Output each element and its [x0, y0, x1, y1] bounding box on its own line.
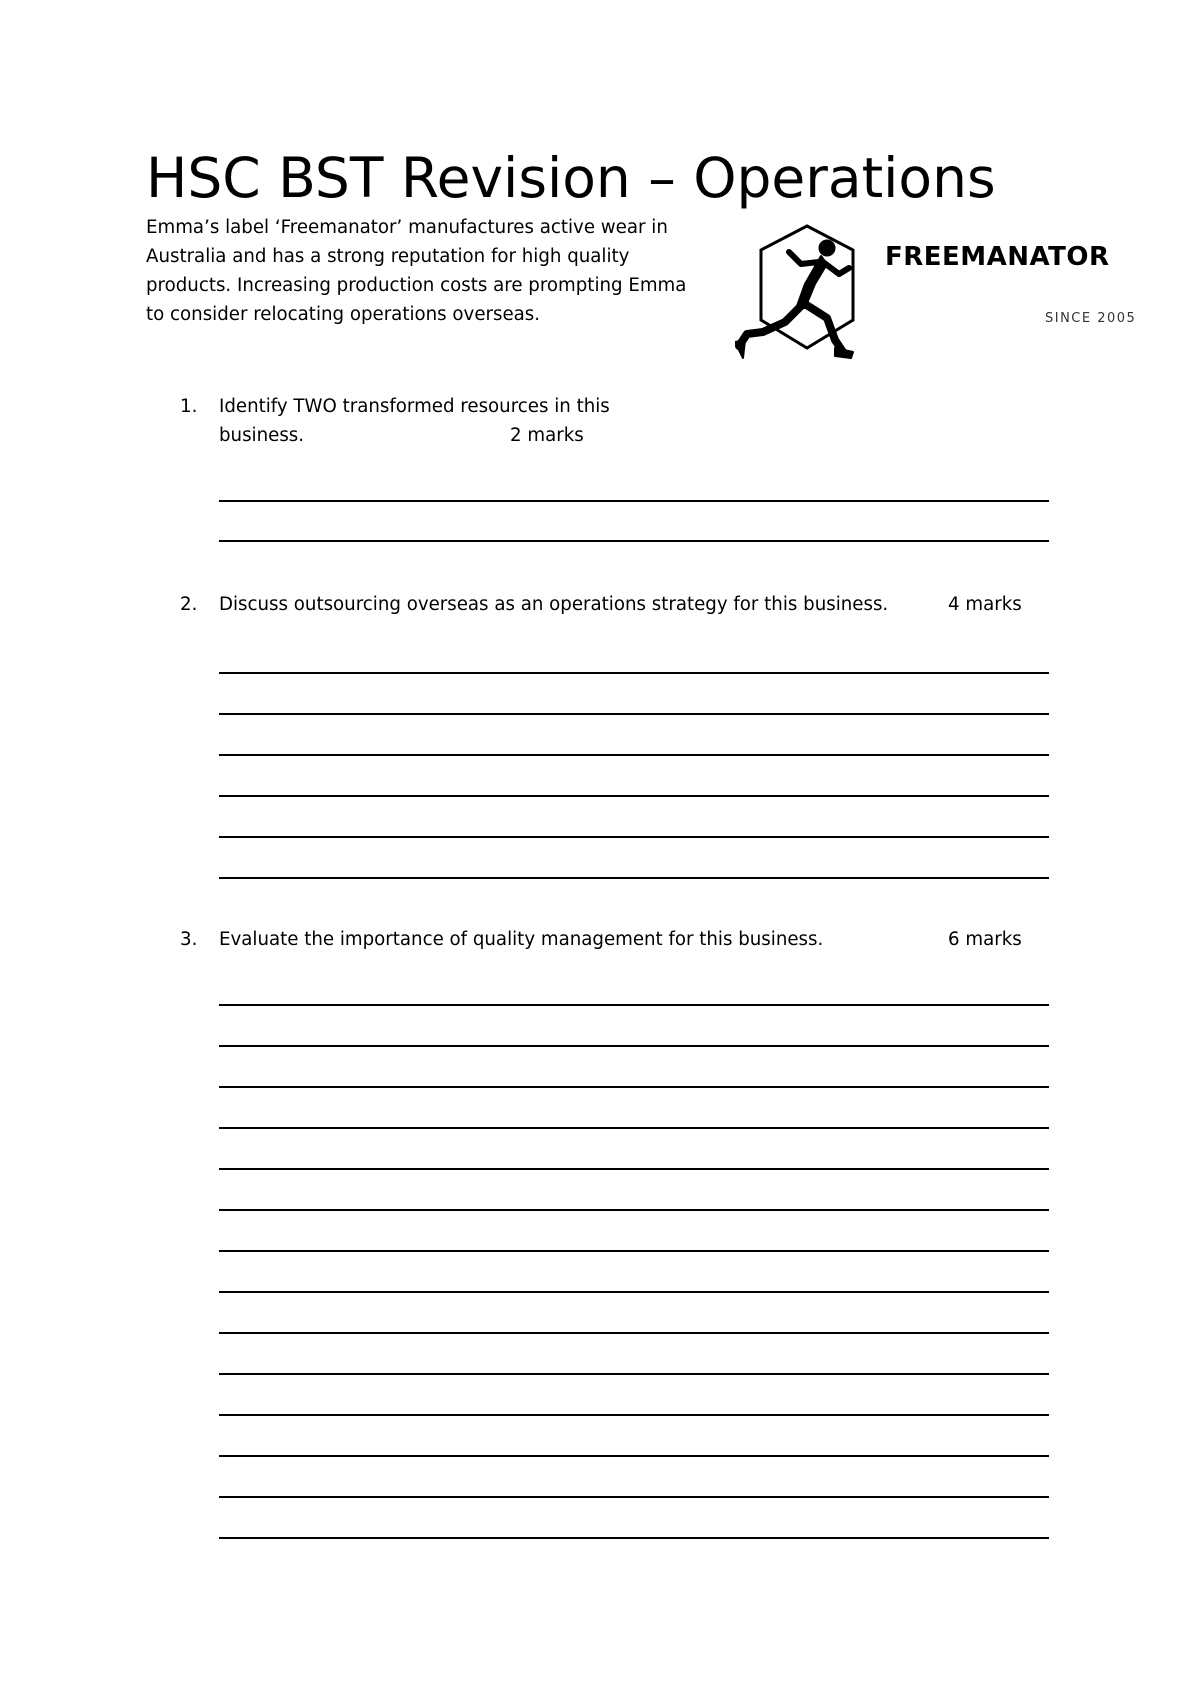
answer-line[interactable]: [219, 540, 1049, 542]
question-marks: 4 marks: [948, 594, 1022, 615]
answer-line[interactable]: [219, 1209, 1049, 1211]
answer-line[interactable]: [219, 672, 1049, 674]
answer-line[interactable]: [219, 500, 1049, 502]
answer-line[interactable]: [219, 795, 1049, 797]
page-title: HSC BST Revision – Operations: [146, 146, 996, 210]
answer-line[interactable]: [219, 1332, 1049, 1334]
answer-line[interactable]: [219, 1291, 1049, 1293]
answer-line[interactable]: [219, 713, 1049, 715]
answer-line[interactable]: [219, 754, 1049, 756]
question-text: Identify TWO transformed resources in this business.: [219, 396, 610, 446]
answer-line[interactable]: [219, 1537, 1049, 1539]
answer-line[interactable]: [219, 1168, 1049, 1170]
answer-line[interactable]: [219, 1086, 1049, 1088]
answer-line[interactable]: [219, 1455, 1049, 1457]
answer-line[interactable]: [219, 1250, 1049, 1252]
question-marks: 6 marks: [948, 929, 1022, 950]
running-man-hexagon-icon: [735, 222, 1155, 382]
logo-brand: FREEMANATOR: [885, 242, 1110, 272]
question-number: 2.: [180, 594, 198, 615]
answer-line[interactable]: [219, 1414, 1049, 1416]
answer-line[interactable]: [219, 1004, 1049, 1006]
answer-line[interactable]: [219, 1045, 1049, 1047]
question-text: Discuss outsourcing overseas as an operations strategy for this business.: [219, 594, 889, 615]
intro-paragraph: Emma’s label ‘Freemanator’ manufactures active wear in Australia and has a strong reputation for high quality products. Increasing production costs are prompting Emma to consider relocating operations overseas.: [146, 217, 687, 325]
logo-tagline: SINCE 2005: [1045, 311, 1137, 326]
answer-line[interactable]: [219, 877, 1049, 879]
answer-line[interactable]: [219, 1496, 1049, 1498]
question-number: 3.: [180, 929, 198, 950]
answer-line[interactable]: [219, 1373, 1049, 1375]
question-text: Evaluate the importance of quality management for this business.: [219, 929, 824, 950]
freemanator-logo: [735, 222, 1155, 382]
question-marks: 2 marks: [510, 425, 584, 446]
answer-line[interactable]: [219, 836, 1049, 838]
question-number: 1.: [180, 396, 198, 417]
answer-line[interactable]: [219, 1127, 1049, 1129]
